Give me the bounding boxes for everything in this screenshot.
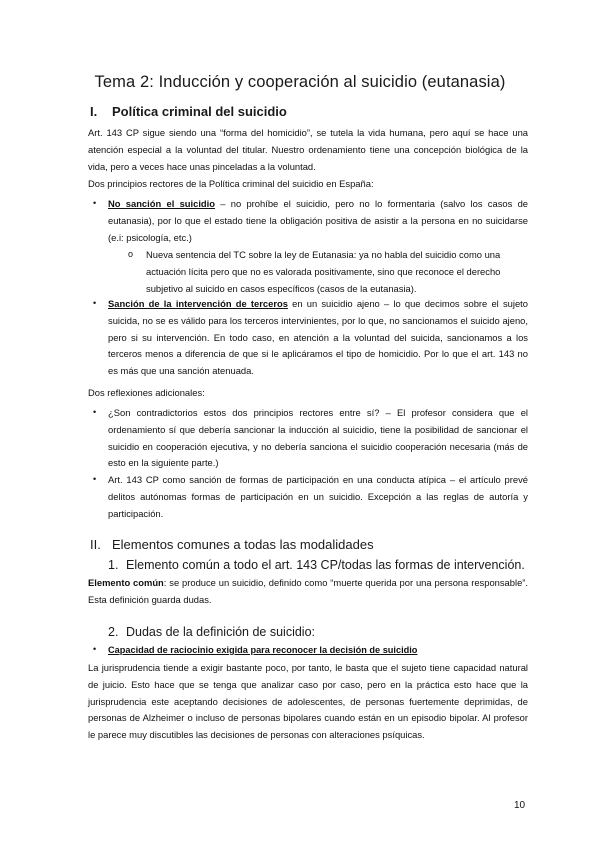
section-heading-elementos-comunes [90, 537, 374, 552]
bullet-label-text: Capacidad de raciocinio exigida para reconocer la decisión de suicidio [108, 645, 418, 655]
principles-intro: Dos principios rectores de la Política criminal del suicidio en España: [88, 178, 374, 189]
reflections-intro: Dos reflexiones adicionales: [88, 387, 205, 398]
principle-text: – no prohíbe el suicidio, pero no lo formentaria (salvo los casos de eutanasia), por lo que el estado tiene la obligación positiva de asistir a la persona en no suicidarse (e.i: psicología, etc.) [108, 198, 529, 243]
reflection-contradiccion: ¿Son contradictorios estos dos principios rectores entre sí? – El profesor considera que el ordenamiento sí que debería sancionar la inducción al suicidio, tiene la posibilidad de sancionar el suicidio en cooperación ejecutiva, y no debería sanciona el suicidio cooperación necesaria (más de esto en la siguiente parte.) [108, 407, 528, 469]
principle-text: en un suicidio ajeno – lo que decimos sobre el sujeto suicida, no se es válido para los terceros intervinientes, por lo que, no sancionamos el suicido ajeno, pero si su intervención. En todo caso, en atención a la voluntad del suicida, sancionamos a los terceros menos a diferencia de que si le aplicáramos el tipo de homicidio. Por lo que el art. 143 no es más que una sanción atenuada. [108, 298, 528, 377]
bullet-icon: • [93, 474, 97, 484]
subsection-heading-elemento-comun [108, 558, 525, 572]
subsection-number: 1. [108, 558, 119, 572]
bullet-icon: • [93, 407, 97, 417]
principle-label: No sanción el suicidio [108, 198, 215, 209]
bullet-icon: • [93, 644, 97, 654]
intro-paragraph: Art. 143 CP sigue siendo una “forma del homicidio”, se tutela la vida humana, pero aquí se hace una atención especial a la voluntad del titular. Nuestro ordenamiento tiene una concepción biológica de la vida, pero a veces hace unas pinceladas a la voluntad. [88, 127, 528, 172]
page-title: Tema 2: Inducción y cooperación al suicidio (eutanasia) [94, 73, 506, 91]
elemento-comun-paragraph [88, 575, 528, 609]
sub-item-sentencia-tc: Nueva sentencia del TC sobre la ley de Eutanasia: ya no habla del suicidio como una actuación lícita pero que no es valorada positivamente, sino que reconoce el derecho subjetivo al suicido en casos específicos (casos de la eutanasia). [146, 249, 501, 294]
page-number: 10 [514, 800, 526, 811]
jurisprudencia-paragraph: La jurisprudencia tiende a exigir bastante poco, por tanto, le basta que el sujeto tiene capacidad natural de juicio. Esto hace que se tenga que analizar caso por caso, pero en la práctica esto hace que la jurisprudencia este aceptando decisiones de adolescentes, de personas fuertemente deprimidas, de personas de Alzheimer o incluso de personas bipolares cuando están en un episodio bipolar. Al profesor le parece muy discutibles las decisiones de personas con alteraciones psíquicas. [88, 662, 528, 741]
capacidad-raciocinio-label [108, 642, 528, 659]
bullet-icon: • [93, 198, 97, 208]
principle-sancion-terceros [108, 296, 528, 380]
term-label: Elemento común [88, 577, 164, 588]
sub-bullet-icon: o [128, 249, 134, 259]
principle-label: Sanción de la intervención de terceros [108, 298, 288, 309]
section-heading-text: Política criminal del suicidio [112, 104, 287, 119]
section-number: II. [90, 537, 101, 552]
reflection-art143: Art. 143 CP como sanción de formas de participación en una conducta atípica – el artículo prevé delitos autónomas formas de participación en un suicidio. Excepción a las reglas de autoría y participación. [108, 474, 528, 519]
principle-no-sancion [108, 196, 528, 246]
section-heading-politica-criminal [90, 104, 287, 119]
bullet-icon: • [93, 298, 97, 308]
subsection-heading-text: Elemento común a todo el art. 143 CP/todas las formas de intervención. [126, 558, 525, 572]
section-number: I. [90, 104, 98, 119]
subsection-number: 2. [108, 625, 119, 639]
subsection-heading-dudas [108, 625, 315, 639]
subsection-heading-text: Dudas de la definición de suicidio: [126, 625, 316, 639]
section-heading-text: Elementos comunes a todas las modalidades [112, 537, 374, 552]
term-definition: : se produce un suicidio, definido como “muerte querida por una persona responsable”. Esta definición guarda dudas. [88, 577, 529, 605]
